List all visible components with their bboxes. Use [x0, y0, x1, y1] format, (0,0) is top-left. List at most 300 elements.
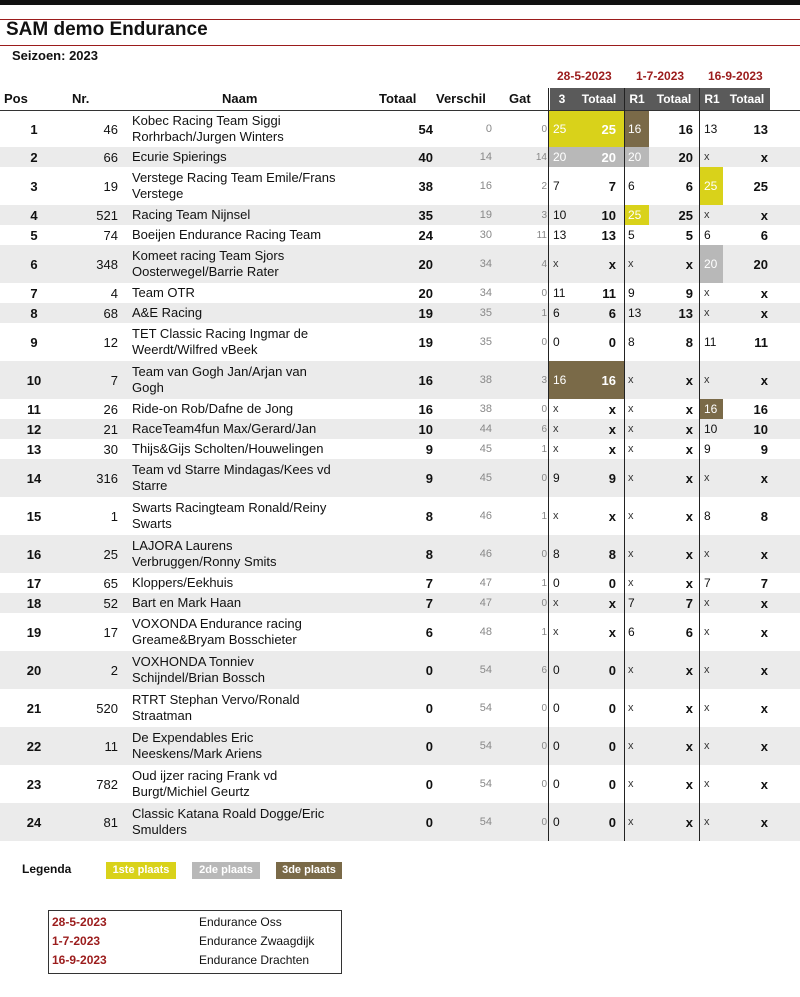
cell-r3: 11: [704, 335, 717, 349]
team-name-line1: VOXHONDA Tonniev: [132, 654, 254, 669]
cell-r2: x: [628, 740, 634, 752]
cell-naam: [132, 283, 372, 303]
cell-pos: 16: [26, 546, 42, 562]
cell-r1: 0: [553, 815, 560, 829]
race1-divider: [548, 88, 549, 841]
table-row: [0, 727, 800, 765]
cell-t2: x: [685, 470, 693, 486]
cell-nr: 19: [103, 178, 118, 194]
cell-nr: 68: [103, 305, 118, 321]
cell-pos: 5: [30, 227, 38, 243]
legend-label: Legenda: [22, 862, 72, 876]
cell-t1: 25: [601, 121, 616, 137]
cell-nr: 520: [96, 700, 118, 716]
cell-totaal: 38: [418, 178, 433, 194]
race-date-3: 16-9-2023: [708, 69, 763, 83]
cell-t3: 20: [753, 256, 768, 272]
team-name-line1: Kobec Racing Team Siggi: [132, 113, 281, 128]
cell-t2: 20: [678, 149, 693, 165]
cell-naam: [132, 497, 372, 535]
table-row: [0, 765, 800, 803]
cell-t2: x: [685, 401, 693, 417]
cell-verschil: 30: [479, 229, 492, 241]
cell-t2: 6: [685, 178, 693, 194]
cell-r3: x: [704, 702, 710, 714]
cell-t2: 9: [685, 285, 693, 301]
team-name-line2: Burgt/Michiel Geurtz: [132, 784, 250, 799]
table-row: [0, 283, 800, 303]
cell-r3: x: [704, 740, 710, 752]
cell-verschil: 45: [479, 443, 492, 455]
cell-r3: x: [704, 664, 710, 676]
header-naam: Naam: [222, 91, 258, 106]
cell-pos: 20: [26, 662, 42, 678]
event-name-2: Endurance Zwaagdijk: [199, 934, 315, 948]
cell-verschil: 54: [479, 778, 492, 790]
cell-r3: 10: [704, 422, 718, 436]
team-name-line1: Team OTR: [132, 285, 195, 300]
cell-totaal: 9: [425, 470, 433, 486]
cell-r1: 0: [553, 777, 560, 791]
cell-naam: [132, 361, 372, 399]
cell-totaal: 8: [425, 508, 433, 524]
cell-verschil: 14: [479, 151, 492, 163]
cell-r1: x: [553, 597, 559, 609]
race2-sub-total: Totaal: [649, 88, 699, 110]
cell-t1: x: [608, 441, 616, 457]
cell-verschil: 54: [479, 664, 492, 676]
cell-verschil: 54: [479, 816, 492, 828]
cell-r2: x: [628, 548, 634, 560]
team-name-line1: Ecurie Spierings: [132, 149, 227, 164]
cell-nr: 17: [103, 624, 118, 640]
cell-t1: 0: [608, 334, 616, 350]
cell-t3: 13: [753, 121, 768, 137]
cell-t2: 6: [685, 624, 693, 640]
cell-r1: x: [553, 258, 559, 270]
event-date-1: 28-5-2023: [52, 915, 107, 929]
cell-gat: 3: [541, 209, 547, 221]
race-date-1: 28-5-2023: [557, 69, 612, 83]
cell-pos: 19: [26, 624, 42, 640]
cell-t3: 25: [753, 178, 768, 194]
cell-t1: x: [608, 401, 616, 417]
cell-r3: x: [704, 287, 710, 299]
cell-r1: x: [553, 626, 559, 638]
table-row: [0, 497, 800, 535]
cell-pos: 2: [30, 149, 38, 165]
cell-r1: 0: [553, 576, 560, 590]
cell-gat: 14: [535, 151, 547, 163]
cell-gat: 4: [541, 258, 547, 270]
cell-r2: x: [628, 258, 634, 270]
cell-naam: [132, 651, 372, 689]
event-name-1: Endurance Oss: [199, 915, 282, 929]
cell-t1: 10: [601, 207, 616, 223]
cell-totaal: 8: [425, 546, 433, 562]
team-name-line2: Rorhrbach/Jurgen Winters: [132, 129, 284, 144]
cell-naam: [132, 205, 372, 225]
team-name-line1: Swarts Racingteam Ronald/Reiny: [132, 500, 327, 515]
cell-t1: 0: [608, 776, 616, 792]
team-name-line1: Verstege Racing Team Emile/Frans: [132, 170, 336, 185]
cell-r1: 0: [553, 663, 560, 677]
cell-nr: 65: [103, 575, 118, 591]
team-name-line2: Schijndel/Brian Bossch: [132, 670, 265, 685]
cell-verschil: 54: [479, 740, 492, 752]
cell-t1: 8: [608, 546, 616, 562]
cell-r3: x: [704, 626, 710, 638]
cell-t3: x: [760, 546, 768, 562]
cell-t2: 8: [685, 334, 693, 350]
team-name-line1: Racing Team Nijnsel: [132, 207, 251, 222]
cell-pos: 9: [30, 334, 38, 350]
cell-totaal: 19: [418, 334, 433, 350]
cell-t1: 0: [608, 700, 616, 716]
cell-verschil: 54: [479, 702, 492, 714]
table-row: [0, 147, 800, 167]
table-row: [0, 613, 800, 651]
cell-r1: 6: [553, 306, 560, 320]
cell-r3: 9: [704, 442, 711, 456]
cell-t2: x: [685, 441, 693, 457]
cell-r2: x: [628, 577, 634, 589]
cell-naam: [132, 167, 372, 205]
cell-r3: 6: [704, 228, 711, 242]
table-row: [0, 593, 800, 613]
cell-r1: x: [553, 510, 559, 522]
race2-sub-label: R1: [625, 88, 649, 110]
cell-pos: 13: [26, 441, 42, 457]
cell-naam: [132, 245, 372, 283]
team-name-line2: Straatman: [132, 708, 192, 723]
cell-r3: 13: [704, 122, 718, 136]
event-date-2: 1-7-2023: [52, 934, 101, 948]
cell-gat: 1: [541, 307, 547, 319]
cell-naam: [132, 593, 372, 613]
cell-t2: 7: [685, 595, 693, 611]
cell-t2: x: [685, 700, 693, 716]
cell-t1: 20: [601, 149, 616, 165]
cell-t2: x: [685, 776, 693, 792]
cell-t1: x: [608, 508, 616, 524]
cell-naam: [132, 399, 372, 419]
cell-naam: [132, 225, 372, 245]
cell-nr: 348: [96, 256, 118, 272]
cell-nr: 7: [110, 372, 118, 388]
cell-r2: x: [628, 443, 634, 455]
cell-r3: 7: [704, 576, 711, 590]
cell-verschil: 35: [479, 336, 492, 348]
team-name-line1: Thijs&Gijs Scholten/Houwelingen: [132, 441, 324, 456]
race3-sub-total: Totaal: [724, 88, 770, 110]
race2-divider: [624, 88, 625, 841]
cell-r2: 5: [628, 228, 635, 242]
cell-naam: [132, 303, 372, 323]
cell-pos: 11: [27, 401, 41, 417]
cell-r2: x: [628, 510, 634, 522]
header-totaal: Totaal: [379, 91, 417, 106]
cell-gat: 0: [541, 472, 547, 484]
table-row: [0, 323, 800, 361]
cell-pos: 12: [26, 421, 42, 437]
team-name-line1: De Expendables Eric: [132, 730, 254, 745]
cell-t2: x: [685, 508, 693, 524]
header-gat: Gat: [509, 91, 531, 106]
table-row: [0, 651, 800, 689]
cell-t3: 10: [753, 421, 768, 437]
cell-r1: 8: [553, 547, 560, 561]
team-name-line2: Verstege: [132, 186, 184, 201]
cell-r2: x: [628, 472, 634, 484]
cell-t1: 0: [608, 738, 616, 754]
cell-t3: x: [760, 285, 768, 301]
cell-nr: 81: [103, 814, 118, 830]
cell-t1: 9: [608, 470, 616, 486]
cell-gat: 0: [541, 403, 547, 415]
cell-t3: x: [760, 776, 768, 792]
cell-t2: x: [685, 256, 693, 272]
cell-gat: 6: [541, 423, 547, 435]
cell-nr: 2: [110, 662, 118, 678]
cell-pos: 21: [26, 700, 42, 716]
table-row: [0, 573, 800, 593]
cell-totaal: 54: [418, 121, 433, 137]
cell-totaal: 10: [418, 421, 433, 437]
cell-t1: x: [608, 595, 616, 611]
cell-pos: 8: [30, 305, 38, 321]
team-name-line1: Classic Katana Roald Dogge/Eric: [132, 806, 325, 821]
cell-r3: x: [704, 472, 710, 484]
team-name-line1: TET Classic Racing Ingmar de: [132, 326, 309, 341]
race3-sub-label: R1: [700, 88, 724, 110]
cell-r3: 16: [704, 402, 718, 416]
team-name-line2: Oosterwegel/Barrie Rater: [132, 264, 279, 279]
cell-r2: x: [628, 403, 634, 415]
cell-pos: 6: [30, 256, 38, 272]
cell-t2: x: [685, 546, 693, 562]
cell-pos: 7: [30, 285, 38, 301]
cell-pos: 15: [26, 508, 42, 524]
cell-naam: [132, 803, 372, 841]
season-label: Seizoen: 2023: [12, 48, 98, 63]
cell-t1: 6: [608, 305, 616, 321]
legend-first-place: 1ste plaats: [106, 862, 176, 879]
race1-sub-label: 3: [550, 88, 574, 110]
cell-t2: x: [685, 575, 693, 591]
cell-t2: x: [685, 421, 693, 437]
cell-gat: 6: [541, 664, 547, 676]
cell-r1: 11: [553, 286, 566, 300]
cell-nr: 26: [103, 401, 118, 417]
race1-sub-total: Totaal: [574, 88, 624, 110]
cell-t3: 8: [760, 508, 768, 524]
table-row: [0, 535, 800, 573]
cell-r1: 13: [553, 228, 567, 242]
cell-r1: x: [553, 423, 559, 435]
cell-totaal: 0: [425, 700, 433, 716]
cell-pos: 18: [26, 595, 42, 611]
cell-verschil: 38: [479, 403, 492, 415]
cell-gat: 0: [541, 123, 547, 135]
legend-third-place: 3de plaats: [276, 862, 342, 879]
cell-verschil: 0: [485, 123, 492, 135]
cell-pos: 3: [30, 178, 38, 194]
cell-gat: 0: [541, 548, 547, 560]
cell-verschil: 47: [479, 577, 492, 589]
cell-r2: 13: [628, 306, 642, 320]
cell-verschil: 47: [479, 597, 492, 609]
team-name-line2: Weerdt/Wilfred vBeek: [132, 342, 258, 357]
cell-t1: 11: [602, 285, 616, 301]
table-row: [0, 361, 800, 399]
cell-nr: 30: [103, 441, 118, 457]
cell-gat: 1: [541, 510, 547, 522]
cell-pos: 23: [26, 776, 42, 792]
cell-t3: 16: [753, 401, 768, 417]
cell-verschil: 34: [479, 287, 492, 299]
table-row: [0, 205, 800, 225]
cell-nr: 46: [103, 121, 118, 137]
cell-nr: 66: [103, 149, 118, 165]
cell-verschil: 35: [479, 307, 492, 319]
cell-r1: 20: [553, 150, 567, 164]
cell-t3: x: [760, 470, 768, 486]
cell-nr: 782: [96, 776, 118, 792]
cell-pos: 10: [26, 372, 42, 388]
team-name-line1: Team vd Starre Mindagas/Kees vd: [132, 462, 331, 477]
cell-t3: x: [760, 662, 768, 678]
cell-naam: [132, 613, 372, 651]
cell-t3: 11: [754, 334, 768, 350]
team-name-line1: Boeijen Endurance Racing Team: [132, 227, 322, 242]
team-name-line2: Neeskens/Mark Ariens: [132, 746, 263, 761]
cell-t3: x: [760, 814, 768, 830]
cell-r2: 16: [628, 122, 642, 136]
cell-t1: 16: [601, 372, 616, 388]
cell-t1: x: [608, 256, 616, 272]
cell-naam: [132, 323, 372, 361]
cell-r3: 20: [704, 257, 718, 271]
cell-r3: x: [704, 597, 710, 609]
cell-pos: 1: [30, 121, 38, 137]
cell-gat: 0: [541, 740, 547, 752]
cell-t3: 9: [760, 441, 768, 457]
cell-totaal: 35: [418, 207, 433, 223]
cell-gat: 11: [536, 229, 547, 241]
team-name-line2: Greame&Bryam Bosschieter: [132, 632, 297, 647]
cell-gat: 1: [541, 577, 547, 589]
cell-naam: [132, 111, 372, 147]
cell-r3: x: [704, 151, 710, 163]
cell-t1: 13: [601, 227, 616, 243]
cell-verschil: 46: [479, 548, 492, 560]
cell-t1: 0: [608, 575, 616, 591]
cell-t3: x: [760, 595, 768, 611]
cell-r2: x: [628, 664, 634, 676]
cell-r1: x: [553, 403, 559, 415]
cell-r3: x: [704, 209, 710, 221]
table-row: [0, 303, 800, 323]
cell-t2: x: [685, 662, 693, 678]
cell-verschil: 48: [479, 626, 492, 638]
cell-t2: 25: [678, 207, 693, 223]
cell-gat: 3: [541, 374, 547, 386]
table-row: [0, 225, 800, 245]
team-name-line2: Gogh: [132, 380, 164, 395]
table-row: [0, 439, 800, 459]
race-date-2: 1-7-2023: [636, 69, 685, 83]
cell-nr: 1: [110, 508, 118, 524]
cell-r3: x: [704, 374, 710, 386]
cell-gat: 1: [541, 626, 547, 638]
cell-r2: 25: [628, 208, 642, 222]
cell-verschil: 45: [479, 472, 492, 484]
cell-r2: 9: [628, 286, 635, 300]
cell-r1: 7: [553, 179, 560, 193]
cell-t3: x: [760, 305, 768, 321]
event-date-3: 16-9-2023: [52, 953, 107, 967]
cell-totaal: 9: [425, 441, 433, 457]
cell-r1: 25: [553, 122, 567, 136]
title-rule-bottom: [0, 45, 800, 46]
cell-t1: x: [608, 421, 616, 437]
cell-t1: 0: [608, 662, 616, 678]
top-bar: [0, 0, 800, 5]
cell-naam: [132, 765, 372, 803]
team-name-line2: Smulders: [132, 822, 187, 837]
cell-totaal: 0: [425, 662, 433, 678]
cell-totaal: 16: [418, 401, 433, 417]
cell-totaal: 7: [425, 575, 433, 591]
cell-nr: 25: [103, 546, 118, 562]
cell-t1: 0: [608, 814, 616, 830]
team-name-line1: Team van Gogh Jan/Arjan van: [132, 364, 307, 379]
cell-r1: 16: [553, 373, 567, 387]
race3-divider: [699, 88, 700, 841]
header-pos: Pos: [4, 91, 28, 106]
cell-r2: 7: [628, 596, 635, 610]
cell-totaal: 24: [418, 227, 433, 243]
team-name-line1: Komeet racing Team Sjors: [132, 248, 285, 263]
cell-pos: 24: [26, 814, 42, 830]
cell-t2: x: [685, 372, 693, 388]
cell-t3: x: [760, 700, 768, 716]
cell-pos: 22: [26, 738, 42, 754]
cell-r1: 0: [553, 335, 560, 349]
cell-r3: 8: [704, 509, 711, 523]
cell-totaal: 0: [425, 776, 433, 792]
team-name-line1: LAJORA Laurens: [132, 538, 233, 553]
cell-r3: x: [704, 307, 710, 319]
table-row: [0, 689, 800, 727]
cell-t3: 6: [760, 227, 768, 243]
cell-naam: [132, 535, 372, 573]
cell-naam: [132, 419, 372, 439]
legend-second-place: 2de plaats: [192, 862, 260, 879]
cell-r3: x: [704, 816, 710, 828]
cell-nr: 12: [103, 334, 118, 350]
cell-t1: 7: [608, 178, 616, 194]
team-name-line2: Swarts: [132, 516, 172, 531]
table-row: [0, 803, 800, 841]
cell-r3: 25: [704, 179, 718, 193]
table-row: [0, 399, 800, 419]
table-row: [0, 167, 800, 205]
cell-t3: 7: [760, 575, 768, 591]
cell-verschil: 19: [479, 209, 492, 221]
cell-nr: 74: [103, 227, 118, 243]
